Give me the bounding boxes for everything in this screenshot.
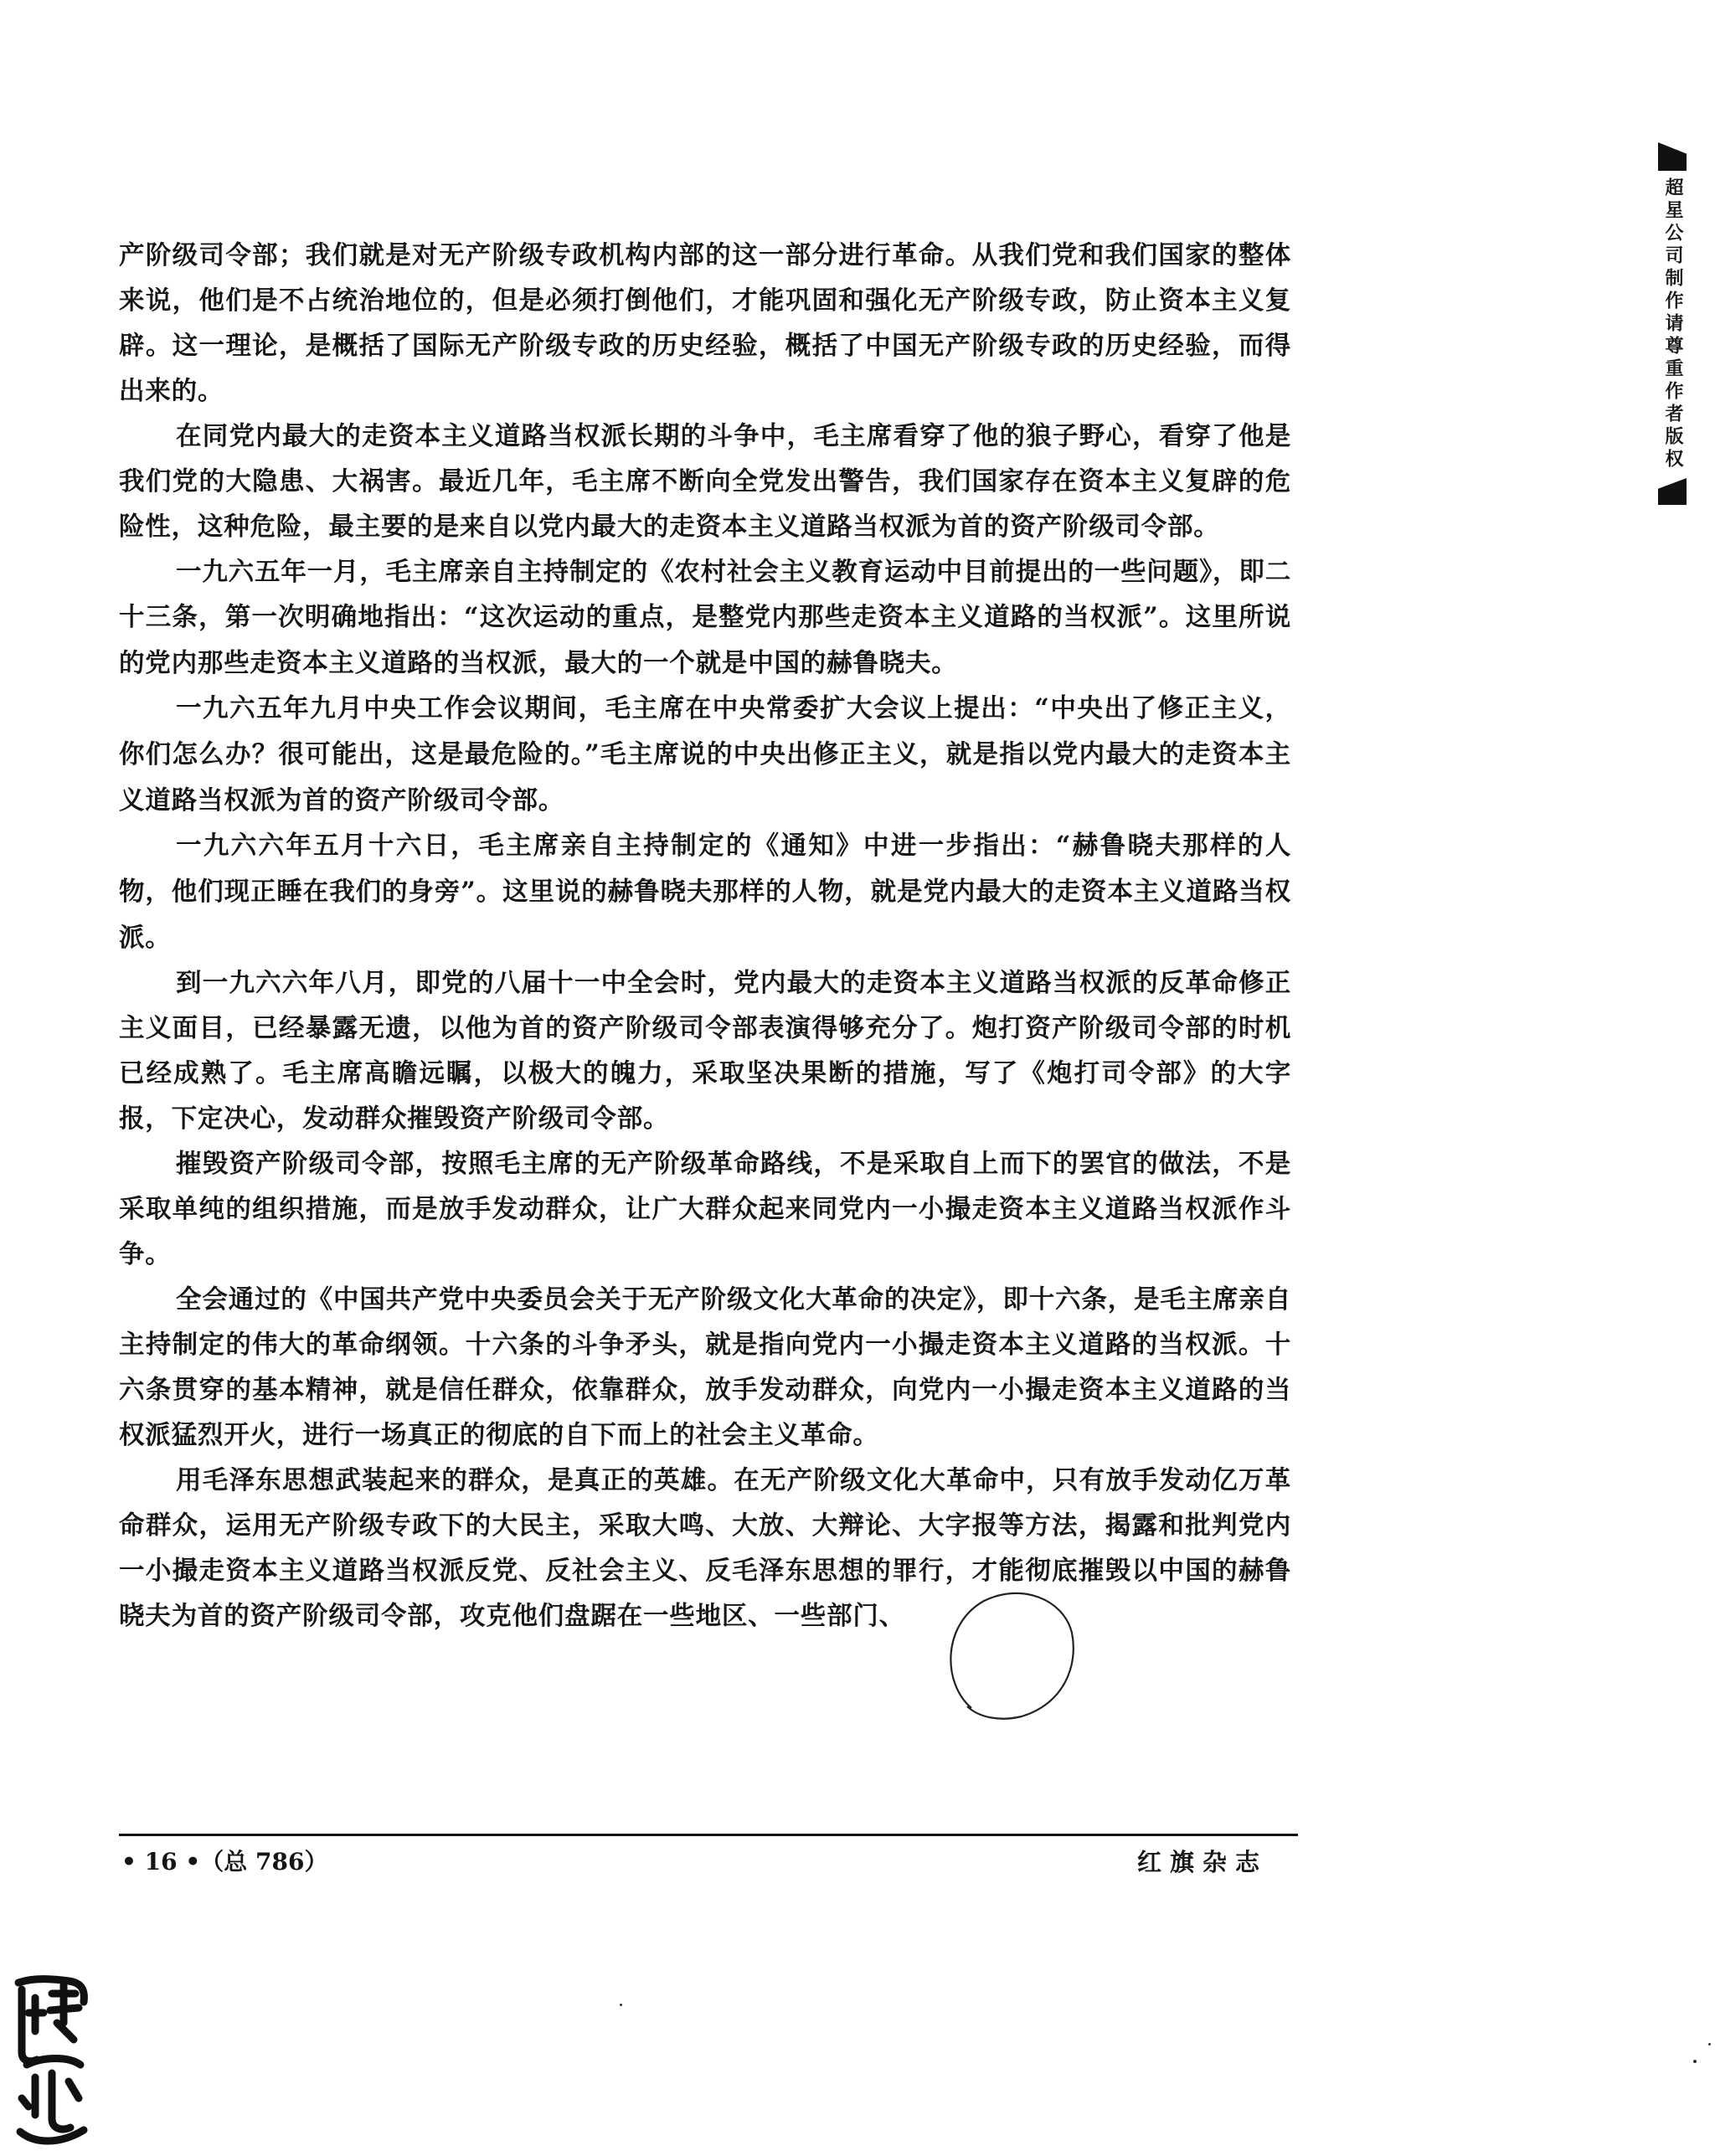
scan-speck	[1708, 2043, 1711, 2045]
paragraph	[119, 1458, 1291, 1639]
paragraph-text: 一九六五年九月中央工作会议期间，毛主席在中央常委扩大会议上提出：“	[176, 693, 1050, 723]
paragraph-text: 一九六六年五月十六日，毛主席亲自主持制定的《通知》中进一步指出：“	[176, 831, 1072, 861]
paragraph	[119, 1141, 1291, 1277]
paragraph	[119, 686, 1291, 823]
paragraph-text: 全会通过的《中国共产党中央委员会关于无产阶级文化大革命的决定》，即十六条，是毛主席亲自主持制定的伟大的革命纲领。十六条的斗争矛头，就是指向党内一小撮走资本主义道路的当权派。十六条贯穿的基本精神，就是信任群众，依靠群众，放手发动群众，向党内一小撮走资本主义道路的当权派猛烈开火，进行一场真正的彻底的自下而上的社会主义革命。	[119, 1284, 1291, 1450]
paragraph-text: ”。这里说的赫鲁晓夫那样的人物，就是党内最大的走资本主义道路当权派。	[119, 877, 1291, 953]
notice-bar-bottom	[1658, 478, 1687, 505]
library-seal-stamp	[10, 1973, 94, 2150]
paragraph-text: ”毛主席说的中央出修正主义，就是指以党内最大的走资本主义道路当权派为首的资产阶级司令部。	[119, 739, 1291, 816]
paragraph	[119, 414, 1291, 549]
paragraph	[119, 960, 1291, 1141]
paragraph-text: ”。这里所说的党内那些走资本主义道路的当权派，最大的一个就是中国的赫鲁晓夫。	[119, 602, 1292, 678]
notice-bar-top	[1658, 142, 1687, 171]
paragraph-text: 在同党内最大的走资本主义道路当权派长期的斗争中，毛主席看穿了他的狼子野心，看穿了他是我们党的大隐患、大祸害。最近几年，毛主席不断向全党发出警告，我们国家存在资本主义复辟的危险性，这种危险，最主要的是来自以党内最大的走资本主义道路当权派为首的资产阶级司令部。	[119, 421, 1291, 542]
quote-bold-text: 赫鲁晓夫那样的人物，他们现正睡在我们的身旁	[119, 831, 1291, 907]
paragraph-text: 用毛泽东思想武装起来的群众，是真正的英雄。在无产阶级文化大革命中，只有放手发动亿万革命群众，运用无产阶级专政下的大民主，采取大鸣、大放、大辩论、大字报等方法，揭露和批判党内一小撮走资本主义道路当权派反党、反社会主义、反毛泽东思想的罪行，才能彻底摧毁以中国的赫鲁晓夫为首的资产阶级司令部，攻克他们盘踞在一些地区、一些部门、	[119, 1465, 1291, 1631]
paragraph	[119, 549, 1291, 686]
paragraph	[119, 233, 1291, 414]
side-copyright-notice	[1655, 142, 1693, 505]
footer-divider	[119, 1834, 1298, 1836]
paragraph-text: 产阶级司令部；我们就是对无产阶级专政机构内部的这一部分进行革命。从我们党和我们国家的整体来说，他们是不占统治地位的，但是必须打倒他们，才能巩固和强化无产阶级专政，防止资本主义复辟。这一理论，是概括了国际无产阶级专政的历史经验，概括了中国无产阶级专政的历史经验，而得出来的。	[119, 240, 1291, 406]
hand-drawn-circle-mark	[938, 1582, 1080, 1725]
journal-name: 红旗杂志	[1137, 1848, 1269, 1876]
paragraph	[119, 823, 1291, 960]
paragraph	[119, 1277, 1291, 1458]
paragraph-text: 一九六五年一月，毛主席亲自主持制定的《农村社会主义教育运动中目前提出的一些问题》，即二十三条，第一次明确地指出：“	[119, 557, 1291, 632]
page-number: • 16 •（总 786）	[121, 1848, 328, 1876]
scan-speck	[1693, 2060, 1697, 2063]
article-body	[119, 233, 1291, 1639]
paragraph-text: 到一九六六年八月，即党的八届十一中全会时，党内最大的走资本主义道路当权派的反革命修正主义面目，已经暴露无遗，以他为首的资产阶级司令部表演得够充分了。炮打资产阶级司令部的时机已经成熟了。毛主席高瞻远瞩，以极大的魄力，采取坚决果断的措施，写了《炮打司令部》的大字报，下定决心，发动群众摧毁资产阶级司令部。	[119, 968, 1291, 1134]
quote-bold-text: 这次运动的重点，是整党内那些走资本主义道路的当权派	[479, 603, 1144, 632]
scan-speck	[620, 2004, 622, 2006]
copyright-text: 超星公司制作请尊重作者版权	[1662, 178, 1683, 471]
paragraph-text: 摧毁资产阶级司令部，按照毛主席的无产阶级革命路线，不是采取自上而下的罢官的做法，不是采取单纯的组织措施，而是放手发动群众，让广大群众起来同党内一小撮走资本主义道路当权派作斗争。	[119, 1149, 1291, 1269]
quote-bold-text: 中央出了修正主义，你们怎么办？很可能出，这是最危险的。	[119, 694, 1291, 769]
